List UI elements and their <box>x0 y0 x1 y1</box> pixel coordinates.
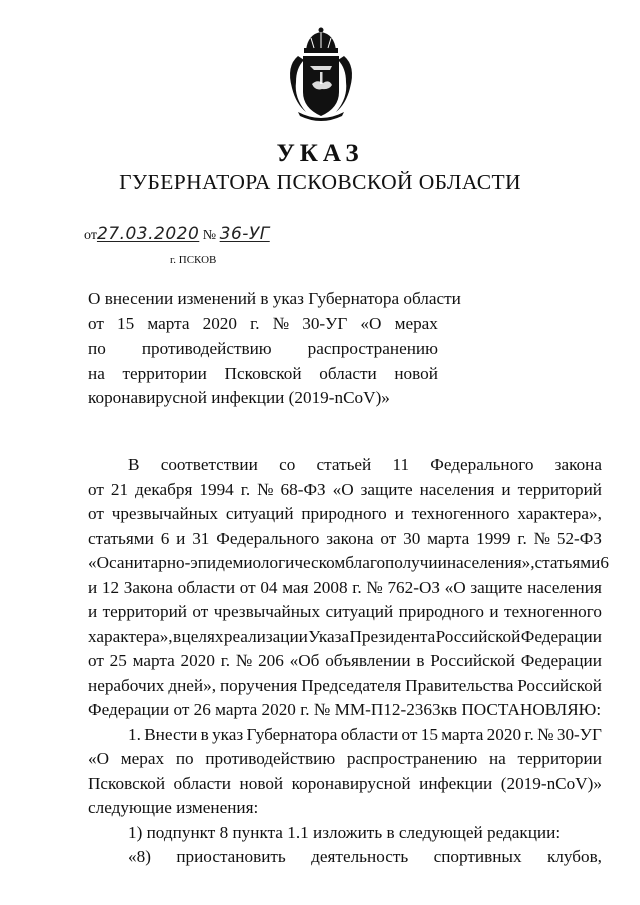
word: территории <box>517 749 602 768</box>
word: закона <box>554 455 602 474</box>
body-line <box>88 552 609 574</box>
word: 1994 <box>199 480 234 499</box>
word: чрезвычайных <box>111 504 219 523</box>
word: от <box>88 314 104 333</box>
word: мерах <box>120 749 165 768</box>
word: на <box>488 749 506 768</box>
word: статьями <box>88 529 154 548</box>
word: коронавирусной <box>291 774 411 793</box>
body-line <box>88 773 602 795</box>
body-line <box>88 528 602 550</box>
date-number-line <box>84 224 270 244</box>
word: ситуаций <box>325 602 394 621</box>
word: 1999 <box>476 529 511 548</box>
word: в <box>173 627 182 646</box>
word: и <box>176 529 186 548</box>
word: Губернатора <box>246 725 338 744</box>
word: статьей <box>316 455 372 474</box>
word: закона <box>326 529 374 548</box>
word: территорий <box>102 602 188 621</box>
word: техногенного <box>504 602 602 621</box>
document-subtitle: ГУБЕРНАТОРА ПСКОВСКОЙ ОБЛАСТИ <box>119 170 521 194</box>
word: 30-УГ <box>556 725 602 744</box>
word: в <box>416 651 425 670</box>
date-prefix: от <box>84 228 97 243</box>
word: статьями <box>534 553 601 572</box>
word: поручения <box>219 676 298 695</box>
word: в <box>200 725 209 744</box>
word: реализации <box>223 627 308 646</box>
body-line: следующие изменения: <box>88 798 259 817</box>
word: Псковской <box>224 364 302 383</box>
word: 25 <box>109 651 127 670</box>
body-line <box>88 601 602 623</box>
word: целях <box>181 627 224 646</box>
word: санитарно-эпидемиологическом <box>109 553 346 572</box>
word: Российской <box>435 627 521 646</box>
word: ситуаций <box>225 504 294 523</box>
word: указ <box>212 725 244 744</box>
word: от <box>88 504 104 523</box>
body-line <box>88 626 602 648</box>
word: Правительства <box>405 676 514 695</box>
subject-line <box>88 313 438 335</box>
word: по <box>88 339 106 358</box>
word: области <box>173 774 232 793</box>
word: мерах <box>394 314 438 333</box>
word: населения <box>419 480 495 499</box>
subject-line <box>88 338 438 360</box>
word: защите <box>360 480 413 499</box>
word: территорий <box>517 480 602 499</box>
word: Федерации <box>520 651 602 670</box>
body-line <box>88 650 602 672</box>
word: «О <box>360 314 382 333</box>
word: Президента <box>349 627 436 646</box>
word: Российской <box>430 651 515 670</box>
word: техногенного <box>411 504 510 523</box>
word: новой <box>239 774 284 793</box>
word: В <box>128 455 140 474</box>
city-label: г. ПСКОВ <box>170 254 217 266</box>
word: области <box>177 578 236 597</box>
body-line <box>88 675 602 697</box>
body-line <box>88 748 602 770</box>
body-line <box>128 454 602 476</box>
word: марта <box>147 314 190 333</box>
word: дней», <box>168 676 217 695</box>
word: чрезвычайных <box>213 602 321 621</box>
word: 2020 <box>486 725 522 744</box>
word: 30-УГ <box>302 314 348 333</box>
coat-of-arms-icon <box>284 26 358 122</box>
word: 68-ФЗ <box>280 480 326 499</box>
word: Псковской <box>88 774 166 793</box>
word: от <box>380 529 397 548</box>
word: Федерации <box>520 627 602 646</box>
word: инфекции <box>419 774 493 793</box>
word: 2020 <box>180 651 215 670</box>
body-line: Федерации от 26 марта 2020 г. № ММ-П12-2363кв ПОСТАНОВЛЯЮ: <box>88 700 602 719</box>
word: противодействию <box>141 339 272 358</box>
word: 11 <box>392 455 410 474</box>
word: «О <box>88 553 110 572</box>
word: противодействию <box>205 749 336 768</box>
word: характера», <box>517 504 602 523</box>
word: от <box>88 651 104 670</box>
word: клубов, <box>546 847 602 866</box>
word: населения», <box>446 553 535 572</box>
word: № <box>537 725 554 744</box>
word: от <box>401 725 418 744</box>
word: благополучии <box>345 553 447 572</box>
word: «О <box>444 578 466 597</box>
word: 6 <box>600 553 609 572</box>
word: (2019-nCoV)» <box>500 774 602 793</box>
word: на <box>88 364 105 383</box>
word: населения <box>527 578 602 597</box>
word: 2020 <box>202 314 237 333</box>
word: г. <box>240 480 251 499</box>
word: области <box>340 725 399 744</box>
body-line <box>88 503 602 525</box>
word: «О <box>332 480 354 499</box>
word: 21 <box>110 480 129 499</box>
word: г. <box>352 578 362 597</box>
word: от <box>239 578 256 597</box>
word: № <box>272 314 290 333</box>
word: 12 <box>101 578 120 597</box>
word: Председателя <box>301 676 402 695</box>
word: мая <box>282 578 309 597</box>
word: и <box>88 578 98 597</box>
word: марта <box>441 725 484 744</box>
word: г. <box>524 725 534 744</box>
word: и <box>489 602 499 621</box>
word: распространению <box>307 339 438 358</box>
number-value: 36-УГ <box>219 224 270 244</box>
word: марта <box>427 529 470 548</box>
word: Федерального <box>216 529 320 548</box>
word: г. <box>517 529 527 548</box>
word: 206 <box>258 651 284 670</box>
word: Российской <box>517 676 602 695</box>
word: № <box>257 480 274 499</box>
word: деятельность <box>311 847 409 866</box>
body-line <box>128 846 602 868</box>
word: области <box>319 364 377 383</box>
word: от <box>192 602 209 621</box>
document-title: УКАЗ <box>276 140 364 167</box>
word: территории <box>122 364 207 383</box>
word: декабря <box>135 480 193 499</box>
body-line <box>88 479 602 501</box>
word: № <box>366 578 383 597</box>
word: приостановить <box>176 847 286 866</box>
body-line: 1) подпункт 8 пункта 1.1 изложить в следующей редакции: <box>128 823 561 842</box>
body-line <box>88 577 602 599</box>
word: новой <box>394 364 438 383</box>
word: Указа <box>308 627 350 646</box>
word: «Об <box>289 651 320 670</box>
word: 15 <box>420 725 438 744</box>
word: 2008 <box>313 578 348 597</box>
word: 15 <box>117 314 135 333</box>
subject-line: О внесении изменений в указ Губернатора области <box>88 289 461 308</box>
word: по <box>175 749 194 768</box>
word: г. <box>220 651 231 670</box>
word: спортивных <box>433 847 522 866</box>
word: 1. <box>128 725 141 744</box>
word: Закона <box>123 578 173 597</box>
word: и <box>394 504 404 523</box>
word: соответствии <box>160 455 258 474</box>
word: от <box>88 480 104 499</box>
word: нерабочих <box>88 676 165 695</box>
number-prefix: № <box>202 228 217 243</box>
word: природного <box>398 602 485 621</box>
word: «О <box>88 749 110 768</box>
word: «8) <box>128 847 151 866</box>
subject-line: коронавирусной инфекции (2019-nCoV)» <box>88 388 390 407</box>
word: № <box>533 529 551 548</box>
word: защите <box>470 578 523 597</box>
word: 04 <box>260 578 278 597</box>
word: Федерального <box>430 455 534 474</box>
word: характера», <box>88 627 173 646</box>
subject-line <box>88 363 438 385</box>
word: распространению <box>346 749 478 768</box>
word: 30 <box>403 529 421 548</box>
word: объявлении <box>325 651 411 670</box>
word: 31 <box>192 529 210 548</box>
word: 52-ФЗ <box>556 529 602 548</box>
word: со <box>279 455 296 474</box>
word: Внести <box>144 725 198 744</box>
word: и <box>88 602 98 621</box>
word: 6 <box>160 529 170 548</box>
word: г. <box>250 314 260 333</box>
word: марта <box>132 651 175 670</box>
body-line <box>128 724 602 746</box>
word: природного <box>301 504 387 523</box>
word: и <box>501 480 511 499</box>
word: 762-ОЗ <box>387 578 440 597</box>
date-value: 27.03.2020 <box>96 224 200 244</box>
word: № <box>235 651 253 670</box>
